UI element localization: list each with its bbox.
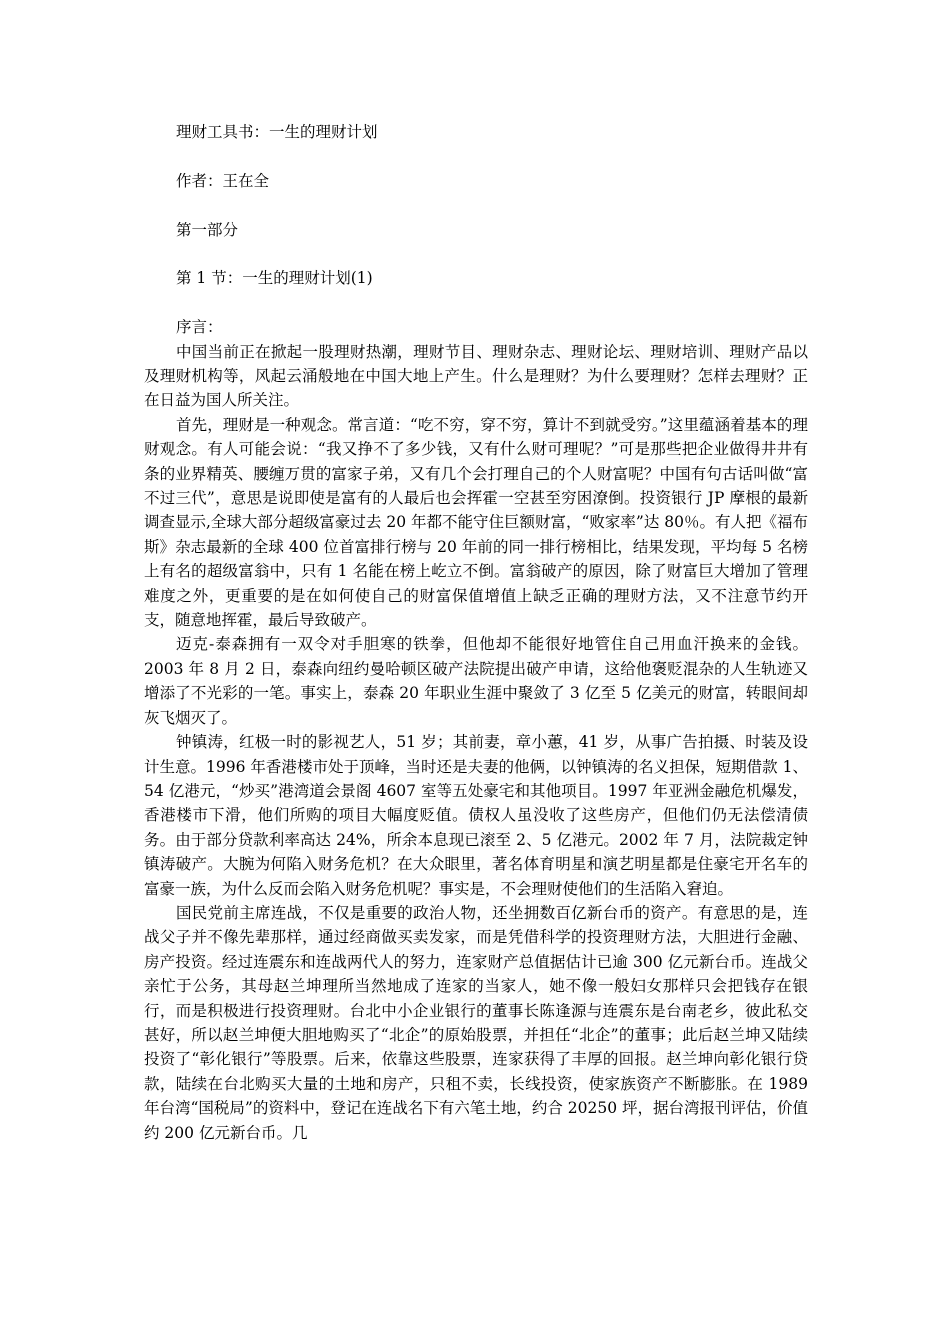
paragraph: 中国当前正在掀起一股理财热潮，理财节目、理财杂志、理财论坛、理财培训、理财产品以及理财机构等，风起云涌般地在中国大地上产生。什么是理财？为什么要理财？怎样去理财？正在日益为国人所关注。 — [144, 342, 808, 410]
paragraph: 钟镇涛，红极一时的影视艺人，51 岁；其前妻，章小蕙，41 岁，从事广告拍摄、时装及设计生意。1996 年香港楼市处于顶峰，当时还是夫妻的他俩，以钟镇涛的名义担保，短期借款 1、54 亿港元，“炒买”港湾道会景阁 4607 室等五处豪宅和其他项目。1997 年亚洲金融危机爆发，香港楼市下滑，他们所购的项目大幅度贬值。债权人虽没收了这些房产，但他们仍无法偿清债务。由于部分贷款利率高达 24%，所余本息现已滚至 2、5 亿港元。2002 年 7 月，法院裁定钟镇涛破产。大腕为何陷入财务危机？在大众眼里，著名体育明星和演艺明星都是住豪宅开名车的富豪一族，为什么反而会陷入财务危机呢？事实是，不会理财使他们的生活陷入窘迫。 — [144, 733, 808, 898]
section-heading: 第 1 节：一生的理财计划(1) — [176, 269, 373, 288]
preface-label: 序言： — [176, 318, 223, 337]
document-title: 理财工具书：一生的理财计划 — [176, 123, 378, 141]
paragraph: 首先，理财是一种观念。常言道：“吃不穷，穿不穷，算计不到就受穷。”这里蕴涵着基本的理财观念。有人可能会说：“我又挣不了多少钱，又有什么财可理呢？”可是那些把企业做得井井有条的业界精英、腰缠万贯的富家子弟，又有几个会打理自己的个人财富呢？中国有句古话叫做“富不过三代”，意思是说即使是富有的人最后也会挥霍一空甚至穷困潦倒。投资银行 JP 摩根的最新调查显示,全球大部分超级富豪过去 20 年都不能守住巨额财富，“败家率”达 80％。有人把《福布斯》杂志最新的全球 400 位首富排行榜与 20 年前的同一排行榜相比，结果发现，平均每 5 名榜上有名的超级富翁中，只有 1 名能在榜上屹立不倒。富翁破产的原因，除了财富巨大增加了管理难度之外，更重要的是在如何使自己的财富保值增值上缺乏正确的理财方法，又不注意节约开支，随意地挥霍，最后导致破产。 — [144, 415, 809, 630]
paragraph: 迈克-泰森拥有一双令对手胆寒的铁拳，但他却不能很好地管住自己用血汗换来的金钱。2003 年 8 月 2 日，泰森向纽约曼哈顿区破产法院提出破产申请，这给他褒贬混杂的人生轨迹又增添了不光彩的一笔。事实上，泰森 20 年职业生涯中聚敛了 3 亿至 5 亿美元的财富，转眼间却灰飞烟灭了。 — [144, 635, 808, 727]
paragraph: 国民党前主席连战，不仅是重要的政治人物，还坐拥数百亿新台币的资产。有意思的是，连战父子并不像先辈那样，通过经商做买卖发家，而是凭借科学的投资理财方法，大胆进行金融、房产投资。经过连震东和连战两代人的努力，连家财产总值据估计已逾 300 亿元新台币。连战父亲忙于公务，其母赵兰坤理所当然地成了连家的当家人，她不像一般妇女那样只会把钱存在银行，而是积极进行投资理财。台北中小企业银行的董事长陈逢源与连震东是台南老乡，彼此私交甚好，所以赵兰坤便大胆地购买了“北企”的原始股票，并担任“北企”的董事；此后赵兰坤又陆续投资了“彰化银行”等股票。后来，依靠这些股票，连家获得了丰厚的回报。赵兰坤向彰化银行贷款，陆续在台北购买大量的土地和房产，只租不卖，长线投资，使家族资产不断膨胀。在 1989 年台湾“国税局”的资料中，登记在连战名下有六笔土地，约合 20250 坪，据台湾报刊评估，价值约 200 亿元新台币。几 — [144, 903, 809, 1142]
document-body — [144, 120, 808, 1145]
document-author: 作者：王在全 — [176, 171, 270, 190]
part-heading: 第一部分 — [176, 220, 239, 239]
